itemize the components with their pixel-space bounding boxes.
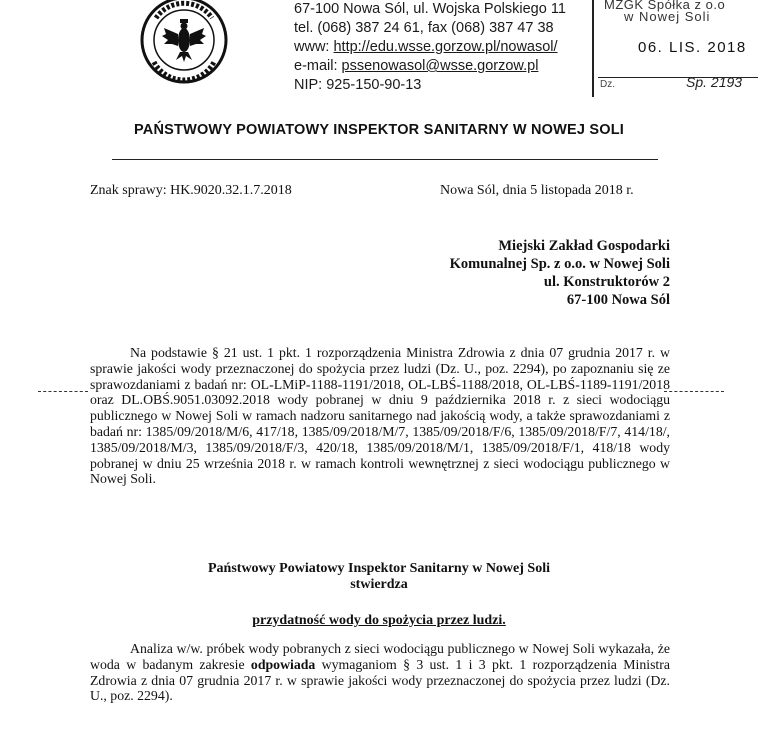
addressee-block xyxy=(450,237,670,309)
addressee-line: Komunalnej Sp. z o.o. w Nowej Soli xyxy=(449,256,670,272)
analysis-after: wymaganiom § 3 ust. 1 i 3 pkt. 1 rozporządzenia Ministra Zdrowia z dnia 07 grudnia 2017 r. w sprawie jakości wody przeznaczonej do spożycia przez ludzi (Dz. U., poz. 2294). xyxy=(90,656,670,704)
stamp-company: MZGK Spółka z o.o xyxy=(604,0,726,12)
paragraph-text: Na podstawie § 21 ust. 1 pkt. 1 rozporządzenia Ministra Zdrowia z dnia 07 grudnia 2017 r. w sprawie jakości wody przeznaczonej do spożycia przez ludzi (Dz. U., poz. 2294), po zapoznaniu się ze sprawozdaniami z badań nr: OL-LMiP-1188-1191/2018, OL-LBŚ-1188/2018, OL-LBŚ-1189-1191/2018 oraz DL.OBŚ.9051.03092.2018 wody pobranej w dniu 9 października 2018 r. z sieci wodociągu publicznego w Nowej Soli w ramach nadzoru sanitarnego nad jakością wody, a także sprawozdaniami z badań nr: 1385/09/2018/M/6, 417/18, 1385/09/2018/M/7, 1385/09/2018/F/6, 1385/09/2018/F/7, 414/18/, 1385/09/2018/M/3, 1385/09/2018/F/3, 420/18, 1385/09/2018/M/1, 1385/09/2018/F/1, 418/18 wody pobranej w dniu 25 września 2018 r. w ramach kontroli wewnętrznej z sieci wodociągu publicznego w Nowej Soli. xyxy=(90,345,670,487)
website-line xyxy=(294,38,566,57)
contact-block xyxy=(294,0,566,95)
receipt-stamp xyxy=(592,0,758,97)
phone-fax: tel. (068) 387 24 61, fax (068) 387 47 38 xyxy=(294,20,554,36)
legal-basis-paragraph xyxy=(90,345,670,487)
authority-name: Państwowy Powiatowy Inspektor Sanitarny w Nowej Soli xyxy=(208,561,550,576)
website-label: www: xyxy=(294,39,330,55)
document-heading: PAŃSTWOWY POWIATOWY INSPEKTOR SANITARNY W NOWEJ SOLI xyxy=(134,122,624,138)
analysis-paragraph xyxy=(90,641,670,704)
stamp-date: 06. LIS. 2018 xyxy=(638,39,747,56)
case-reference: Znak sprawy: HK.9020.32.1.7.2018 xyxy=(90,183,292,198)
analysis-text xyxy=(90,641,670,704)
email-line xyxy=(294,57,566,76)
stamp-city: w Nowej Soli xyxy=(624,9,711,24)
finding-statement: przydatność wody do spożycia przez ludzi. xyxy=(252,613,506,628)
email-link[interactable]: pssenowasol@wsse.gorzow.pl xyxy=(341,58,539,74)
authority-verb: stwierdza xyxy=(350,577,408,592)
fold-mark-right xyxy=(664,391,724,392)
heading-divider xyxy=(112,159,658,160)
addressee-line: ul. Konstruktorów 2 xyxy=(543,274,670,290)
website-link[interactable]: http://edu.wsse.gorzow.pl/nowasol/ xyxy=(333,39,558,55)
fold-mark-left xyxy=(38,391,88,392)
analysis-before: Analiza w/w. próbek wody pobranych z sieci wodociągu publicznego w Nowej Soli wykazała, że woda w badanym zakresie xyxy=(90,641,670,672)
state-emblem-seal xyxy=(140,0,228,86)
stamp-handwritten-ref: Sp. 2193 xyxy=(686,74,743,90)
office-address: 67-100 Nowa Sól, ul. Wojska Polskiego 11 xyxy=(294,1,566,17)
place-date: Nowa Sól, dnia 5 listopada 2018 r. xyxy=(440,183,634,198)
nip-number: NIP: 925-150-90-13 xyxy=(294,77,422,93)
addressee-line: Miejski Zakład Gospodarki xyxy=(498,238,670,254)
stamp-dz-label: Dz. xyxy=(600,79,615,90)
addressee-line: 67-100 Nowa Sól xyxy=(566,292,670,308)
analysis-emphasis: odpowiada xyxy=(250,656,316,672)
email-label: e-mail: xyxy=(294,58,338,74)
